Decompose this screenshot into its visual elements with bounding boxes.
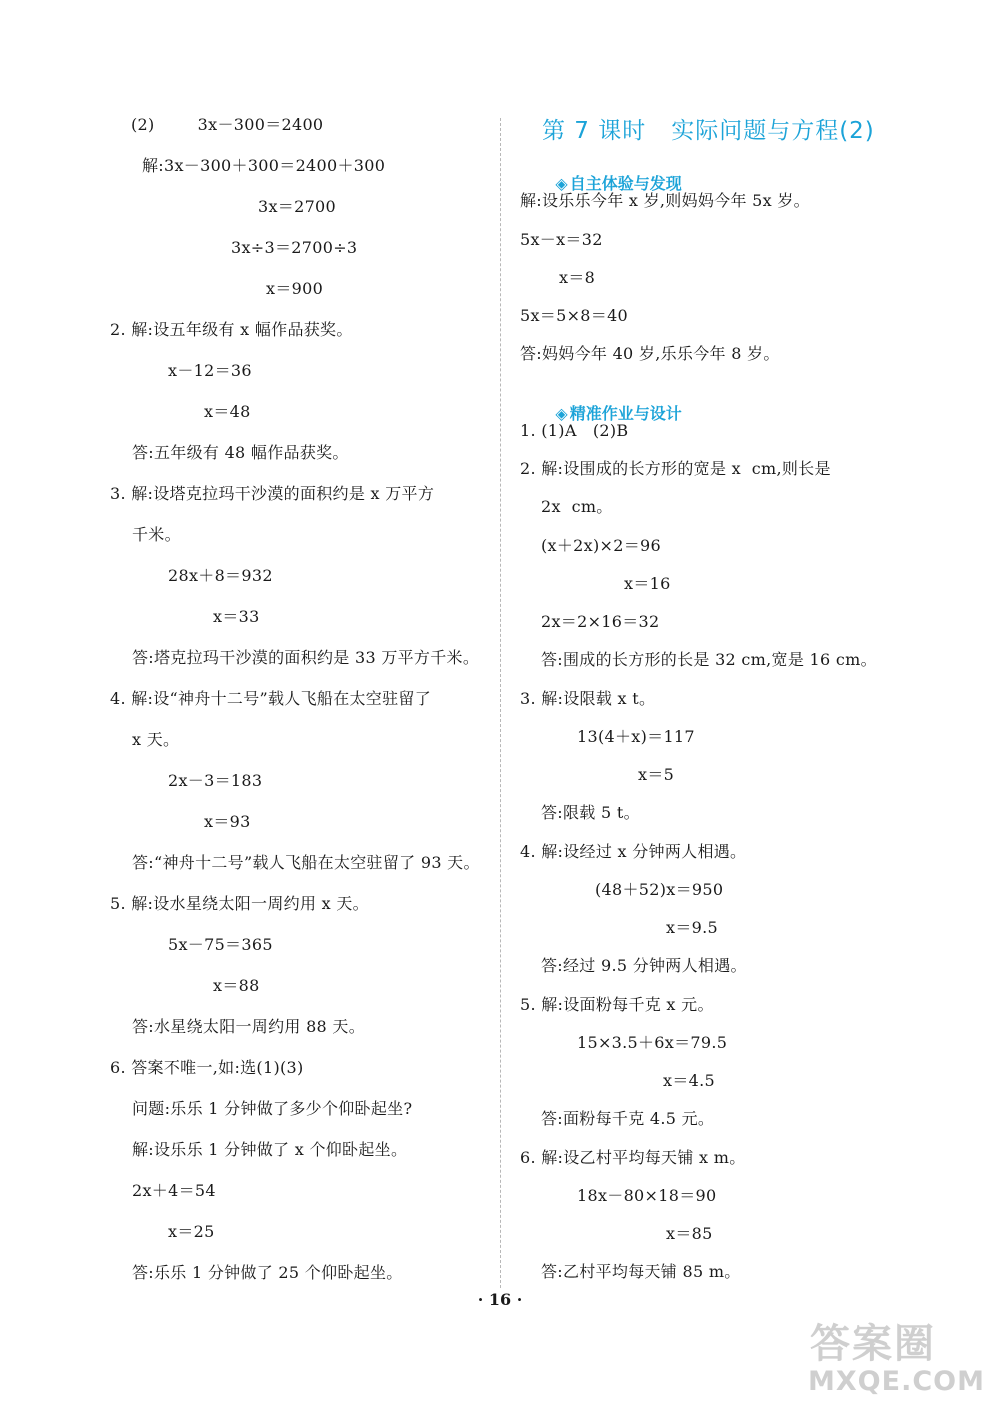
- right-line: x＝5: [638, 765, 675, 784]
- left-line: 问题:乐乐 1 分钟做了多少个仰卧起坐?: [132, 1099, 413, 1118]
- left-line: 5. 解:设水星绕太阳一周约用 x 天。: [110, 894, 369, 913]
- left-line: 解:设乐乐 1 分钟做了 x 个仰卧起坐。: [132, 1140, 408, 1159]
- right-line: 5x－x＝32: [520, 230, 603, 249]
- left-line: 答:“神舟十二号”载人飞船在太空驻留了 93 天。: [132, 853, 480, 872]
- left-line: 2x－3＝183: [168, 771, 263, 790]
- left-line: x＝48: [204, 402, 251, 421]
- right-line: x＝4.5: [663, 1071, 715, 1090]
- watermark-logo: [800, 1312, 990, 1407]
- left-line: 3x÷3＝2700÷3: [231, 238, 358, 257]
- page-number: · 16 ·: [477, 1290, 523, 1309]
- right-line: 15×3.5＋6x＝79.5: [577, 1033, 728, 1052]
- left-line: x 天。: [132, 730, 180, 749]
- left-line: x＝88: [213, 976, 260, 995]
- right-line: 1. (1)A (2)B: [520, 421, 629, 440]
- left-line: x＝900: [266, 279, 324, 298]
- left-line: x＝25: [168, 1222, 215, 1241]
- right-line: 2. 解:设围成的长方形的宽是 x cm,则长是: [520, 459, 831, 478]
- left-line: 千米。: [132, 525, 181, 544]
- right-line: 答:妈妈今年 40 岁,乐乐今年 8 岁。: [520, 344, 780, 363]
- right-line: (x＋2x)×2＝96: [541, 536, 661, 555]
- diamond-icon: ◈: [555, 174, 568, 193]
- right-line: x＝85: [666, 1224, 713, 1243]
- left-line: 答:五年级有 48 幅作品获奖。: [132, 443, 349, 462]
- left-line: 解:3x－300＋300＝2400＋300: [142, 156, 386, 175]
- section-heading-label: 自主体验与发现: [569, 174, 682, 193]
- right-line: 3. 解:设限载 x t。: [520, 689, 656, 708]
- left-line: x＝33: [213, 607, 260, 626]
- left-line: 答:水星绕太阳一周约用 88 天。: [132, 1017, 366, 1036]
- right-line: 答:乙村平均每天铺 85 m。: [541, 1262, 741, 1281]
- left-line: 2x＋4＝54: [132, 1181, 216, 1200]
- left-line: 6. 答案不唯一,如:选(1)(3): [110, 1058, 304, 1077]
- diamond-icon: ◈: [555, 404, 568, 423]
- right-line: x＝8: [559, 268, 596, 287]
- watermark-url: MXQE.COM: [808, 1366, 985, 1397]
- right-line: (48＋52)x＝950: [595, 880, 724, 899]
- right-line: 解:设乐乐今年 x 岁,则妈妈今年 5x 岁。: [520, 191, 810, 210]
- right-line: 5x＝5×8＝40: [520, 306, 629, 325]
- left-line: 5x－75＝365: [168, 935, 273, 954]
- right-line: 2x＝2×16＝32: [541, 612, 660, 631]
- left-line: x＝93: [204, 812, 251, 831]
- right-line: 答:面粉每千克 4.5 元。: [541, 1109, 715, 1128]
- left-line: 3x＝2700: [258, 197, 337, 216]
- right-line: x＝9.5: [666, 918, 718, 937]
- column-divider: [500, 118, 501, 1288]
- right-line: 5. 解:设面粉每千克 x 元。: [520, 995, 714, 1014]
- right-line: 18x－80×18＝90: [577, 1186, 717, 1205]
- section-heading-label: 精准作业与设计: [569, 404, 682, 423]
- right-line: 答:经过 9.5 分钟两人相遇。: [541, 956, 747, 975]
- right-line: 6. 解:设乙村平均每天铺 x m。: [520, 1148, 746, 1167]
- left-line: 3. 解:设塔克拉玛干沙漠的面积约是 x 万平方: [110, 484, 435, 503]
- right-line: 答:围成的长方形的长是 32 cm,宽是 16 cm。: [541, 650, 877, 669]
- right-line: 答:限载 5 t。: [541, 803, 640, 822]
- lesson-title: 第 7 课时 实际问题与方程(2): [542, 118, 875, 144]
- right-line: x＝16: [624, 574, 671, 593]
- left-line: 答:乐乐 1 分钟做了 25 个仰卧起坐。: [132, 1263, 403, 1282]
- right-line: 4. 解:设经过 x 分钟两人相遇。: [520, 842, 747, 861]
- right-line: 2x cm。: [541, 497, 613, 516]
- left-line: (2) 3x－300＝2400: [131, 115, 324, 134]
- left-line: x－12＝36: [168, 361, 252, 380]
- watermark-text: 答案圈: [810, 1321, 936, 1367]
- left-line: 答:塔克拉玛干沙漠的面积约是 33 万平方千米。: [132, 648, 480, 667]
- left-line: 2. 解:设五年级有 x 幅作品获奖。: [110, 320, 353, 339]
- left-line: 4. 解:设“神舟十二号”载人飞船在太空驻留了: [110, 689, 432, 708]
- left-line: 28x＋8＝932: [168, 566, 273, 585]
- right-line: 13(4＋x)＝117: [577, 727, 695, 746]
